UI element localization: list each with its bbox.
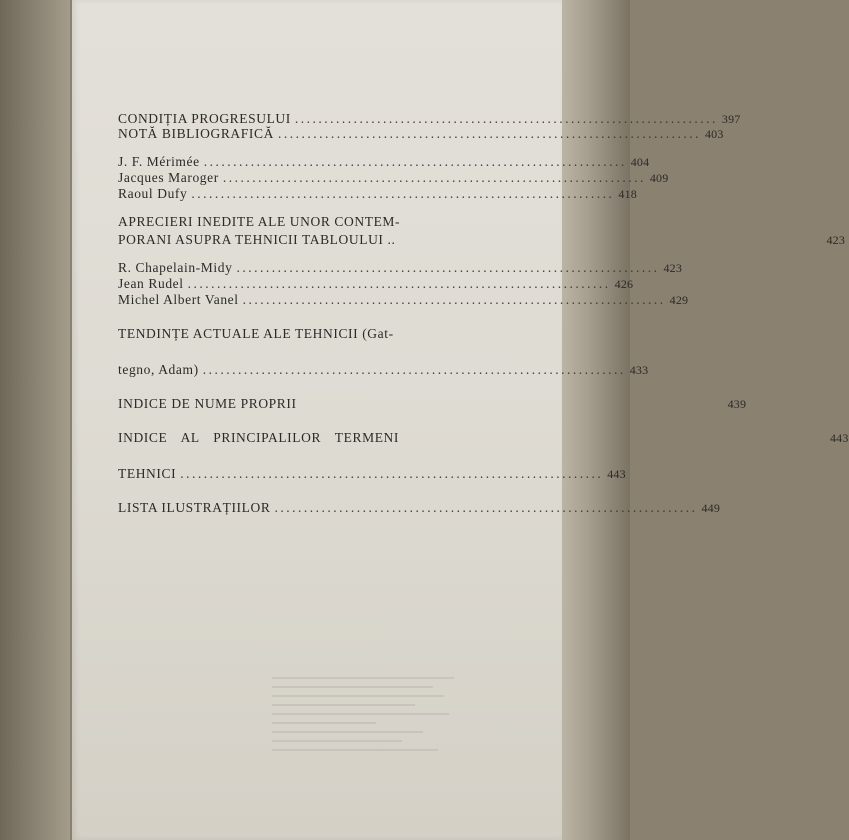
toc-entry-page: 423 (663, 261, 683, 275)
toc-entry-page: 449 (701, 501, 721, 515)
toc-entry-page: 426 (614, 277, 634, 291)
toc-entry-page: 443 (829, 431, 849, 445)
dot-leader: ........................................................................ (203, 154, 627, 169)
toc-entry-page: 403 (704, 127, 724, 141)
dot-leader (297, 397, 728, 411)
dot-leader (395, 233, 826, 247)
toc-entry-page: 423 (826, 233, 846, 247)
toc-entry (118, 430, 849, 445)
toc-entry (118, 466, 626, 481)
toc-entry-title: PORANI ASUPRA TEHNICII TABLOULUI .. (118, 232, 396, 247)
dot-leader: ........................................................................ (222, 170, 646, 185)
dot-leader (399, 431, 830, 445)
toc-entry-page: 409 (649, 171, 669, 185)
toc-entry-title: TENDINȚE ACTUALE ALE TEHNICII (Gat- (118, 326, 394, 341)
book-page (72, 0, 849, 840)
dot-leader: ........................................................................ (191, 186, 615, 201)
toc-entry-title: Jean Rudel (118, 276, 184, 291)
toc-entry (118, 186, 637, 201)
toc-entry-page: 433 (629, 363, 649, 377)
toc-entry-title: Michel Albert Vanel (118, 292, 239, 307)
dot-leader: ........................................................................ (202, 362, 626, 377)
toc-entry-title: TEHNICI (118, 466, 177, 481)
dot-leader: ........................................................................ (294, 111, 718, 126)
toc-entry-title: CONDIȚIA PROGRESULUI (118, 111, 291, 126)
toc-entry-title: INDICE DE NUME PROPRII (118, 396, 297, 411)
dot-leader: ........................................................................ (274, 500, 698, 515)
book-spine-shadow (0, 0, 70, 840)
show-through-text (272, 670, 532, 820)
toc-entry-title: Raoul Dufy (118, 186, 188, 201)
toc-entry-title: APRECIERI INEDITE ALE UNOR CONTEM- (118, 214, 401, 229)
dot-leader: ........................................................................ (242, 292, 666, 307)
toc-entry (118, 232, 846, 247)
toc-entry-page: 443 (607, 467, 626, 481)
toc-entry-page: 439 (727, 397, 747, 411)
toc-entry-page: 418 (618, 187, 637, 201)
toc-entry (118, 292, 689, 307)
toc-entry-line (118, 327, 516, 341)
dot-leader: ........................................................................ (180, 466, 604, 481)
toc-entry (118, 260, 683, 275)
toc-entry-line (118, 215, 516, 229)
toc-entry-page: 404 (630, 155, 650, 169)
toc-entry-title: LISTA ILUSTRAȚIILOR (118, 500, 271, 515)
toc-entry-title: tegno, Adam) (118, 362, 199, 377)
toc-entry-page: 429 (669, 293, 689, 307)
toc-entry (118, 362, 649, 377)
table-of-contents (118, 111, 849, 515)
toc-entry-title: INDICE AL PRINCIPALILOR TERMENI (118, 430, 399, 445)
toc-entry-title: J. F. Mérimée (118, 154, 200, 169)
dot-leader: ........................................................................ (277, 126, 701, 141)
toc-entry (118, 126, 724, 141)
toc-entry-title: NOTĂ BIBLIOGRAFICĂ (118, 126, 274, 141)
toc-entry-title: Jacques Maroger (118, 170, 219, 185)
toc-entry (118, 154, 650, 169)
toc-entry-page: 397 (721, 112, 741, 126)
toc-entry (118, 276, 634, 291)
toc-entry (118, 500, 721, 515)
toc-entry (118, 170, 669, 185)
dot-leader: ........................................................................ (187, 276, 611, 291)
toc-entry-title: R. Chapelain-Midy (118, 260, 233, 275)
toc-entry (118, 111, 741, 126)
toc-entry (118, 396, 747, 411)
dot-leader: ........................................................................ (236, 260, 660, 275)
